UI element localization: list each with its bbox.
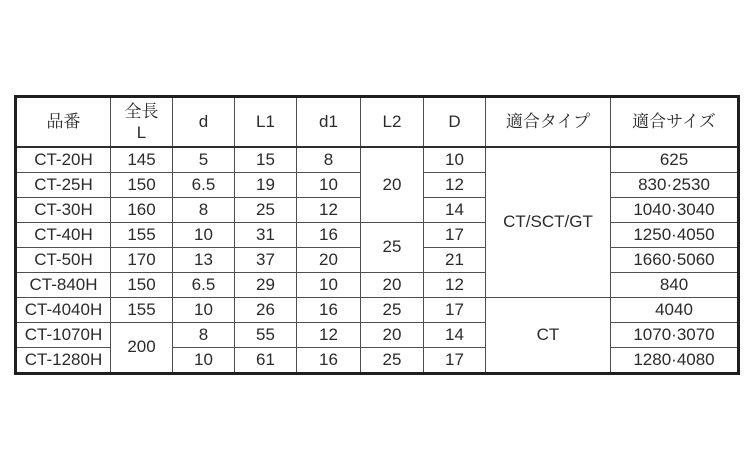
l2-cell: 20 xyxy=(361,323,424,348)
d-cell: 10 xyxy=(173,223,235,248)
compatible-size-cell: 625 xyxy=(611,147,739,173)
d-cell: 5 xyxy=(173,147,235,173)
l1-cell: 26 xyxy=(235,298,297,323)
total-length-cell: 145 xyxy=(111,147,173,173)
l1-cell: 19 xyxy=(235,173,297,198)
d-cell: 8 xyxy=(173,323,235,348)
part-number-cell: CT-20H xyxy=(16,147,111,173)
header-row xyxy=(16,97,739,148)
part-number-cell: CT-25H xyxy=(16,173,111,198)
part-number-cell: CT-4040H xyxy=(16,298,111,323)
d-cell: 8 xyxy=(173,198,235,223)
column-header-d: d xyxy=(173,97,235,148)
l1-cell: 55 xyxy=(235,323,297,348)
column-header-total-length-line1: 全長 xyxy=(124,101,159,121)
compatible-size-cell: 840 xyxy=(611,273,739,298)
compatible-size-cell: 4040 xyxy=(611,298,739,323)
l2-cell: 20 xyxy=(361,273,424,298)
d1-cell: 20 xyxy=(297,248,361,273)
part-number-cell: CT-50H xyxy=(16,248,111,273)
l1-cell: 25 xyxy=(235,198,297,223)
column-header-l1: L1 xyxy=(235,97,297,148)
total-length-cell: 160 xyxy=(111,198,173,223)
part-number-cell: CT-30H xyxy=(16,198,111,223)
diameter-cell: 17 xyxy=(424,298,486,323)
total-length-cell: 170 xyxy=(111,248,173,273)
table-row xyxy=(16,273,739,298)
d-cell: 10 xyxy=(173,298,235,323)
d1-cell: 10 xyxy=(297,273,361,298)
total-length-cell: 155 xyxy=(111,298,173,323)
l2-cell: 20 xyxy=(361,147,424,223)
d-cell: 6.5 xyxy=(173,173,235,198)
column-header-total-length-line2: L xyxy=(136,123,147,142)
l1-cell: 29 xyxy=(235,273,297,298)
diameter-cell: 14 xyxy=(424,198,486,223)
diameter-cell: 10 xyxy=(424,147,486,173)
compatible-size-cell: 1070·3070 xyxy=(611,323,739,348)
d-cell: 6.5 xyxy=(173,273,235,298)
diameter-cell: 12 xyxy=(424,173,486,198)
part-number-cell: CT-1070H xyxy=(16,323,111,348)
total-length-cell: 150 xyxy=(111,273,173,298)
l1-cell: 37 xyxy=(235,248,297,273)
d1-cell: 16 xyxy=(297,223,361,248)
l2-cell: 25 xyxy=(361,223,424,273)
d1-cell: 12 xyxy=(297,323,361,348)
total-length-cell: 155 xyxy=(111,223,173,248)
compatible-size-cell: 1280·4080 xyxy=(611,348,739,374)
column-header-compatible-size: 適合サイズ xyxy=(611,97,739,148)
total-length-cell: 200 xyxy=(111,323,173,374)
compatible-type-cell: CT xyxy=(486,298,611,374)
d-cell: 13 xyxy=(173,248,235,273)
table-row xyxy=(16,298,739,323)
diameter-cell: 12 xyxy=(424,273,486,298)
product-spec-table xyxy=(14,95,740,375)
diameter-cell: 21 xyxy=(424,248,486,273)
diameter-cell: 17 xyxy=(424,348,486,374)
table-row xyxy=(16,323,739,348)
diameter-cell: 17 xyxy=(424,223,486,248)
part-number-cell: CT-840H xyxy=(16,273,111,298)
d1-cell: 12 xyxy=(297,198,361,223)
part-number-cell: CT-40H xyxy=(16,223,111,248)
column-header-part-number: 品番 xyxy=(16,97,111,148)
diameter-cell: 14 xyxy=(424,323,486,348)
d1-cell: 8 xyxy=(297,147,361,173)
column-header-compatible-type: 適合タイプ xyxy=(486,97,611,148)
column-header-total-length xyxy=(111,97,173,148)
d1-cell: 16 xyxy=(297,298,361,323)
compatible-size-cell: 1660·5060 xyxy=(611,248,739,273)
compatible-size-cell: 1250·4050 xyxy=(611,223,739,248)
l2-cell: 25 xyxy=(361,298,424,323)
table-row xyxy=(16,223,739,248)
part-number-cell: CT-1280H xyxy=(16,348,111,374)
compatible-type-cell: CT/SCT/GT xyxy=(486,147,611,298)
d1-cell: 16 xyxy=(297,348,361,374)
product-spec-table-container xyxy=(14,95,740,375)
column-header-l2: L2 xyxy=(361,97,424,148)
l2-cell: 25 xyxy=(361,348,424,374)
compatible-size-cell: 1040·3040 xyxy=(611,198,739,223)
column-header-diameter: D xyxy=(424,97,486,148)
d-cell: 10 xyxy=(173,348,235,374)
d1-cell: 10 xyxy=(297,173,361,198)
table-row xyxy=(16,147,739,173)
l1-cell: 31 xyxy=(235,223,297,248)
l1-cell: 61 xyxy=(235,348,297,374)
column-header-d1: d1 xyxy=(297,97,361,148)
total-length-cell: 150 xyxy=(111,173,173,198)
l1-cell: 15 xyxy=(235,147,297,173)
compatible-size-cell: 830·2530 xyxy=(611,173,739,198)
